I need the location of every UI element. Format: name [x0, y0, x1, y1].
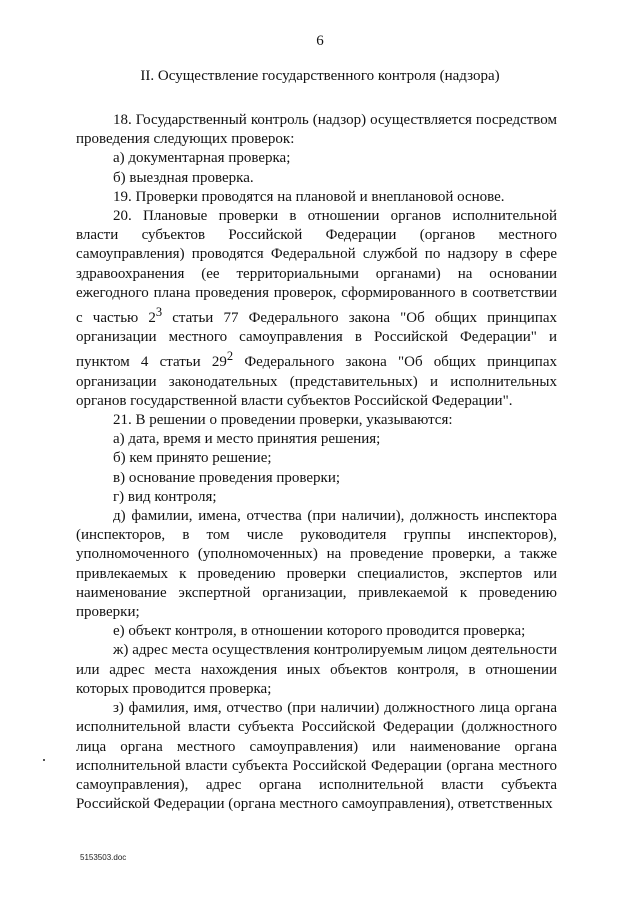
paragraph-21: 21. В решении о проведении проверки, указываются: [113, 412, 453, 429]
paragraph-21-item-g: г) вид контроля; [113, 488, 217, 505]
footer-filename: 5153503.doc [80, 853, 127, 862]
paragraph-21-item-a: а) дата, время и место принятия решения; [113, 431, 381, 448]
paragraph-21-item-e: е) объект контроля, в отношении которого проводится проверка; [113, 623, 526, 640]
page-number: 6 [316, 33, 324, 49]
paragraph-21-item-zh: ж) адрес места осуществления контролируемым лицом деятельности или адрес места нахождения иных объектов контроля, в отношении которых проводится проверка; [76, 642, 557, 697]
paragraph-21-item-b: б) кем принято решение; [113, 450, 272, 467]
paragraph-18-item-a: а) документарная проверка; [113, 150, 291, 167]
paragraph-19: 19. Проверки проводятся на плановой и внеплановой основе. [113, 188, 505, 205]
scan-speck [43, 759, 45, 761]
paragraph-18: 18. Государственный контроль (надзор) осуществляется посредством проведения следующих проверок: [76, 112, 557, 148]
paragraph-20: 20. Плановые проверки в отношении органов исполнительной власти субъектов Российской Федерации (органов местного самоуправления) проводятся Федеральной службой по надзору в сфере здравоохранения (ее территориальными органами) на основании ежегодного плана проведения проверок, сформированного в соответствии с частью $2^3$ статьи 77 Федерального закона "Об общих принципах организации местного самоуправления в Российской Федерации" и пунктом 4 статьи $29^2$ Федерального закона "Об общих принципах организации законодательных (представительных) и исполнительных органов государственной власти субъектов Российской Федерации". [76, 208, 557, 409]
section-title: II. Осуществление государственного контроля (надзора) [140, 68, 500, 84]
paragraph-18-item-b: б) выездная проверка. [113, 169, 254, 186]
paragraph-21-item-z: з) фамилия, имя, отчество (при наличии) должностного лица органа исполнительной власти субъекта Российской Федерации (должностного лица органа местного самоуправления) или наименование органа исполнительной власти субъекта Российской Федерации (органа местного самоуправления), адрес органа исполнительной власти субъекта Российской Федерации (органа местного самоуправления), ответственных [76, 700, 557, 813]
document-body [76, 111, 557, 814]
paragraph-21-item-v: в) основание проведения проверки; [113, 469, 341, 486]
paragraph-21-item-d: д) фамилии, имена, отчества (при наличии), должность инспектора (инспекторов, в том числе руководителя группы инспекторов), уполномоченного (уполномоченных) на проведение проверки, а также привлекаемых к проведению проверки специалистов, экспертов или наименование экспертной организации, привлекаемой к проведению проверки; [76, 508, 557, 621]
